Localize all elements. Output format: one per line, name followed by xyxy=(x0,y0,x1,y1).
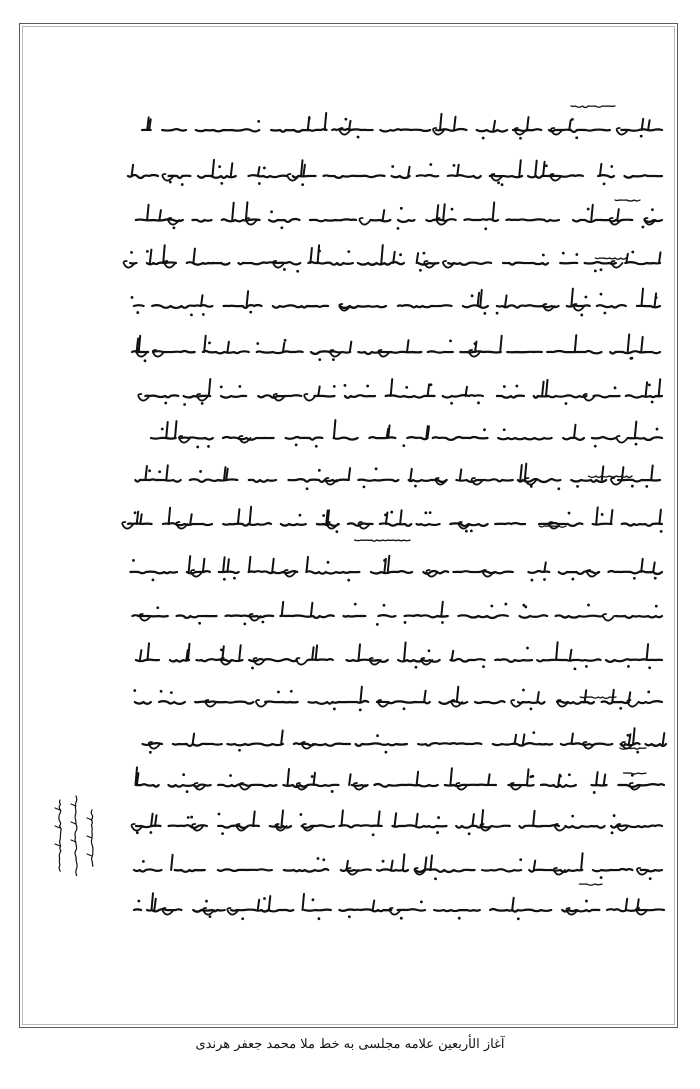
manuscript-line xyxy=(143,728,667,754)
manuscript-line xyxy=(124,245,661,273)
manuscript-line xyxy=(134,893,664,920)
manuscript-line xyxy=(136,767,665,793)
manuscript-line xyxy=(142,113,662,140)
manuscript-line xyxy=(134,853,662,880)
manuscript-line xyxy=(135,464,660,491)
manuscript-line xyxy=(136,642,662,670)
manuscript-line xyxy=(133,687,662,712)
manuscript-line xyxy=(130,556,662,582)
interlinear-note xyxy=(539,526,566,527)
interlinear-note xyxy=(579,884,602,885)
manuscript-line xyxy=(138,379,662,406)
interlinear-note xyxy=(588,476,632,477)
left-margin-note xyxy=(55,796,93,876)
manuscript-line xyxy=(132,602,662,626)
manuscript-line xyxy=(128,160,662,186)
manuscript-line xyxy=(132,334,660,362)
interlinear-note xyxy=(595,258,626,259)
manuscript-line xyxy=(136,202,662,230)
image-caption: آغاز الأربعین علامه مجلسی به خط ملا محمد جعفر هرندی xyxy=(195,1037,505,1052)
manuscript-line xyxy=(132,810,662,836)
manuscript-line xyxy=(122,507,662,533)
manuscript-line xyxy=(151,420,662,448)
interlinear-note xyxy=(355,540,410,541)
interlinear-note xyxy=(615,200,640,201)
interlinear-note xyxy=(624,773,647,774)
manuscript-line xyxy=(131,289,660,317)
interlinear-note xyxy=(571,106,615,108)
